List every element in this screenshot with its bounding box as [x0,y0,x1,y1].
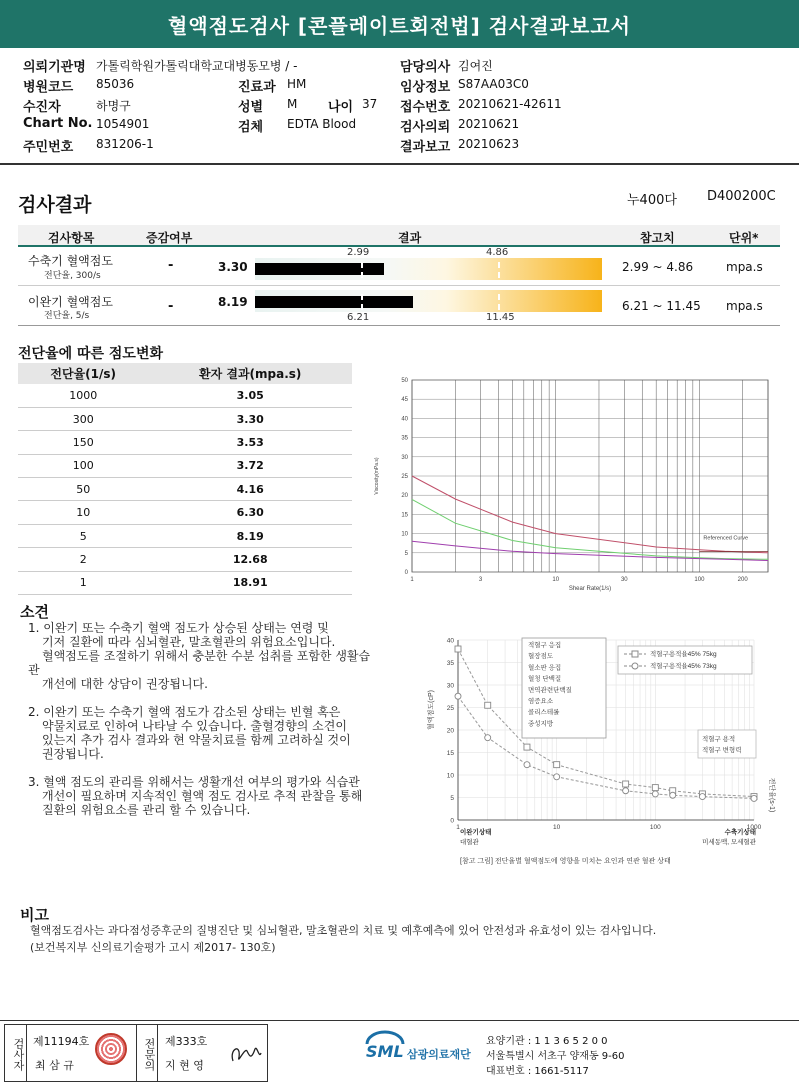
diastolic-state-label: 이완기상태 [460,829,492,836]
legend-label: 적혈구용적율45% 73kg [650,663,717,670]
range-high-tick [498,262,500,278]
y-tick-label: 0 [450,817,454,825]
y-tick-label: 25 [401,474,408,480]
col-item: 검사항목 [48,231,95,245]
shear-rate: 150 [18,431,148,454]
result-item-name: 수축기 혈액점도 [28,254,113,268]
result-item-sub: 전단율, 300/s [44,271,101,281]
shear-row [18,431,352,454]
factor-label: 혈소판 응집 [528,664,562,672]
data-point [554,762,560,768]
institution-value: 가톨릭학원가톨릭대학교대병동모병 / - [96,59,298,73]
results-table-header [18,225,780,247]
shear-rate: 5 [18,524,148,547]
result-item-sub: 전단율, 5/s [44,311,90,321]
shear-row [18,501,352,524]
y-tick-label: 20 [446,727,454,735]
range-high-tick [498,294,500,310]
result-change: - [168,258,174,273]
y-axis-label: 혈액점도(cP) [428,690,435,730]
shear-value: 3.53 [148,431,352,454]
y-tick-label: 5 [450,795,454,802]
agency-number: 요양기관 : 1 1 3 6 5 2 0 0 [486,1036,608,1047]
remark-line2: (보건복지부 신의료기술평가 고시 제2017- 130호) [30,941,276,954]
shear-rate: 300 [18,407,148,430]
examiner-license: 제11194호 [33,1035,90,1048]
test-code: D400200C [707,189,776,204]
factor-label: 콜리스테롤 [528,709,560,717]
y-tick-label: 40 [401,416,408,423]
shear-rate: 10 [18,501,148,524]
legend-marker [632,651,638,657]
shear-value: 3.05 [148,384,352,407]
doctor-value: 김여진 [458,59,493,73]
x-tick-label: 3 [478,577,483,583]
shear-row [18,548,352,571]
y-tick-label: 40 [446,637,454,645]
y-tick-label: 30 [446,682,454,690]
result-item-name: 이완기 혈액점도 [28,295,113,309]
factor-label: 혈장점도 [528,653,554,661]
figure-caption: [참고 그림] 전단율별 혈액점도에 영향을 미치는 요인과 연관 혈관 상태 [460,858,671,865]
hospital-code-value: 85036 [96,77,135,91]
specialist-name: 지 현 영 [165,1059,204,1072]
y-tick-label: 35 [446,660,454,667]
opinion-line: 2. 이완기 또는 수축기 혈액 점도가 감소된 상태는 빈혈 혹은 [28,705,341,719]
factor-label: 적혈구 응집 [528,642,562,649]
x-tick-label: 1000 [746,824,762,831]
shear-table [18,363,352,595]
shear-value: 3.30 [148,407,352,430]
result-ref: 2.99 ~ 4.86 [622,260,694,274]
data-point [623,788,629,794]
data-point [652,791,658,797]
rbc-label: 적혈구 변형력 [702,747,742,754]
large-vessel-label: 대혈관 [460,839,479,846]
y-tick-label: 30 [401,454,408,461]
factor-label: 중성지방 [528,720,554,728]
shear-rate: 50 [18,478,148,501]
opinion-title: 소견 [20,603,49,621]
result-unit: mpa.s [726,260,763,274]
x-tick-label: 10 [553,824,561,831]
y-tick-label: 25 [446,705,454,712]
data-point [699,794,705,800]
opinion-line: 질환의 위험요소를 관리 할 수 있습니다. [42,803,251,817]
report-title: 혈액점도검사 [콘플레이트회전법] 검사결과보고서 [0,0,799,48]
request-label: 검사의뢰 [400,120,451,135]
signature-box [4,1024,268,1082]
opinion-line: 혈액점도를 조절하기 위해서 충분한 수분 섭취를 포함한 생활습 [42,649,371,663]
factor-label: 혈청 단백질 [528,675,562,683]
data-point [485,735,491,741]
opinion-line: 1. 이완기 또는 수축기 혈액 점도가 상승된 상태는 연령 및 [28,621,329,635]
data-point [670,792,676,798]
specialist-license: 제333호 [165,1035,208,1048]
result-low-label: 2.99 [347,247,370,258]
col-ref: 참고치 [640,231,675,245]
col-unit: 단위* [729,231,759,245]
systolic-state-label: 수축기상태 [724,829,756,836]
data-point [652,785,658,791]
result-high-label: 4.86 [486,247,509,258]
opinion-line: 약물치료로 인하여 나타날 수 있습니다. 출혈경향의 소견이 [42,719,347,733]
y-tick-label: 50 [401,378,408,384]
footer-divider [0,1020,799,1021]
x-tick-label: 30 [620,577,628,583]
shear-col-rate: 전단율(1/s) [18,363,148,384]
shear-row [18,454,352,477]
shear-value: 4.16 [148,478,352,501]
y-tick-label: 0 [404,570,408,576]
shear-row [18,478,352,501]
org-name: 삼광의료재단 [407,1048,471,1061]
shear-value: 6.30 [148,501,352,524]
x-tick-label: 1 [456,824,460,831]
shear-row [18,571,352,594]
data-point [751,795,757,801]
x-tick-label: 10 [552,577,560,583]
shear-value: 8.19 [148,524,352,547]
receipt-label: 접수번호 [400,100,451,115]
receipt-value: 20210621-42611 [458,97,562,111]
result-value: 8.19 [218,295,248,309]
department-label: 진료과 [238,80,276,95]
patient-value: 하명구 [96,99,131,113]
shear-row [18,384,352,407]
shear-rate: 1 [18,571,148,594]
micro-vessel-label: 미세동맥, 모세혈관 [702,839,756,846]
department-value: HM [287,77,307,91]
y-tick-label: 10 [446,772,454,780]
factor-label: 염증요소 [528,698,554,705]
y-tick-label: 45 [401,397,408,404]
legend-label: 적혈구용적율45% 75kg [650,651,717,658]
y-tick-label: 5 [404,550,408,557]
result-unit: mpa.s [726,299,763,313]
opinion-text [28,621,423,817]
shear-rate: 2 [18,548,148,571]
specimen-value: EDTA Blood [287,117,357,131]
patient-label: 수진자 [23,100,61,115]
sex-label: 성별 [238,100,264,115]
ssn-value: 831206-1 [96,137,154,151]
shear-title: 전단율에 따른 점도변화 [18,346,163,362]
y-tick-label: 20 [401,493,408,500]
report-date-label: 결과보고 [400,140,451,155]
result-value-bar [255,296,413,308]
result-value: 3.30 [218,260,248,274]
x-axis-label: 전단율(s-1) [768,777,775,813]
col-result: 결과 [398,231,422,245]
x-axis-label: Shear Rate(1/s) [568,586,612,592]
divider [0,163,799,165]
data-point [623,781,629,787]
y-tick-label: 35 [401,435,408,442]
x-tick-label: 1 [410,577,414,583]
chart-no-label: Chart No. [23,116,93,131]
clinical-label: 임상정보 [400,80,451,95]
doctor-label: 담당의사 [400,60,451,75]
phone-number: 대표번호 : 1661-5117 [486,1066,589,1077]
specialist-label: 전문의 [136,1025,158,1081]
remark-title: 비고 [20,906,49,924]
shear-row [18,524,352,547]
range-low-tick [361,294,363,310]
chart-no-value: 1054901 [96,117,150,131]
ssn-label: 주민번호 [23,140,74,155]
logo-text: SML [366,1042,404,1061]
y-axis-label: Viscosity(mPa.s) [374,457,380,495]
specialist-signature-icon [227,1039,263,1069]
insurance-code: 누400다 [627,193,677,208]
y-tick-label: 15 [446,750,454,757]
opinion-line: 권장됩니다. [42,747,104,761]
address: 서울특별시 서초구 양재동 9-60 [486,1051,625,1062]
col-change: 증감여부 [146,231,193,245]
x-tick-label: 100 [649,824,661,831]
shear-col-value: 환자 결과(mpa.s) [148,363,352,384]
result-high-label: 11.45 [486,312,515,323]
range-low-tick [361,262,363,278]
patient-info-header [0,48,799,162]
data-point [524,744,530,750]
shear-rate: 1000 [18,384,148,407]
examiner-label: 검사자 [5,1025,27,1081]
age-value: 37 [362,97,378,111]
viscosity-curve-chart [368,366,782,596]
data-point [455,693,461,699]
rbc-label: 적혈구 용적 [702,736,736,743]
annotation-label: Referenced Curve [703,535,749,542]
data-point [524,762,530,768]
institution-label: 의뢰기관명 [23,60,86,75]
x-tick-label: 100 [694,577,705,583]
data-point [554,774,560,780]
shear-value: 3.72 [148,454,352,477]
opinion-line: 개선에 대한 상담이 권장됩니다. [42,677,208,691]
request-value: 20210621 [458,117,520,131]
factor-label: 면역관련단백질 [528,686,572,694]
opinion-line: 기저 질환에 따라 심뇌혈관, 말초혈관의 위험요소입니다. [42,635,336,649]
data-point [455,646,461,652]
sex-value: M [287,97,298,111]
age-label: 나이 [328,100,354,115]
result-value-bar [255,263,384,275]
result-ref: 6.21 ~ 11.45 [622,299,701,313]
opinion-line: 있는지 추가 검사 결과와 현 약물치료를 함께 고려하실 것이 [42,733,351,747]
opinion-line: 관 [28,663,40,677]
clinical-value: S87AA03C0 [458,77,529,91]
y-tick-label: 10 [401,531,408,538]
result-low-label: 6.21 [347,312,370,323]
sml-logo [365,1030,475,1078]
opinion-line: 개선이 필요하며 지속적인 혈액 점도 검사로 추적 관찰을 통해 [42,789,363,803]
results-title: 검사결과 [18,194,92,216]
shear-value: 18.91 [148,571,352,594]
shear-row [18,407,352,430]
examiner-seal-icon [95,1033,127,1065]
report-date-value: 20210623 [458,137,520,151]
y-tick-label: 15 [401,512,408,519]
legend-marker [632,663,638,669]
shear-rate: 100 [18,454,148,477]
x-tick-label: 200 [737,577,748,583]
specimen-label: 검체 [238,120,264,135]
shear-value: 12.68 [148,548,352,571]
reference-figure-chart [420,630,782,870]
data-point [485,702,491,708]
result-change: - [168,299,174,314]
opinion-line: 3. 혈액 점도의 관리를 위해서는 생활개선 여부의 평가와 식습관 [28,775,360,789]
divider [18,325,780,326]
remark-line1: 혈액점도검사는 과다점성증후군의 질병진단 및 심뇌혈관, 말초혈관의 치료 및 예후예측에 있어 안전성과 유효성이 있는 검사입니다. [30,924,657,937]
examiner-name: 최 삼 규 [35,1059,74,1072]
hospital-code-label: 병원코드 [23,80,74,95]
